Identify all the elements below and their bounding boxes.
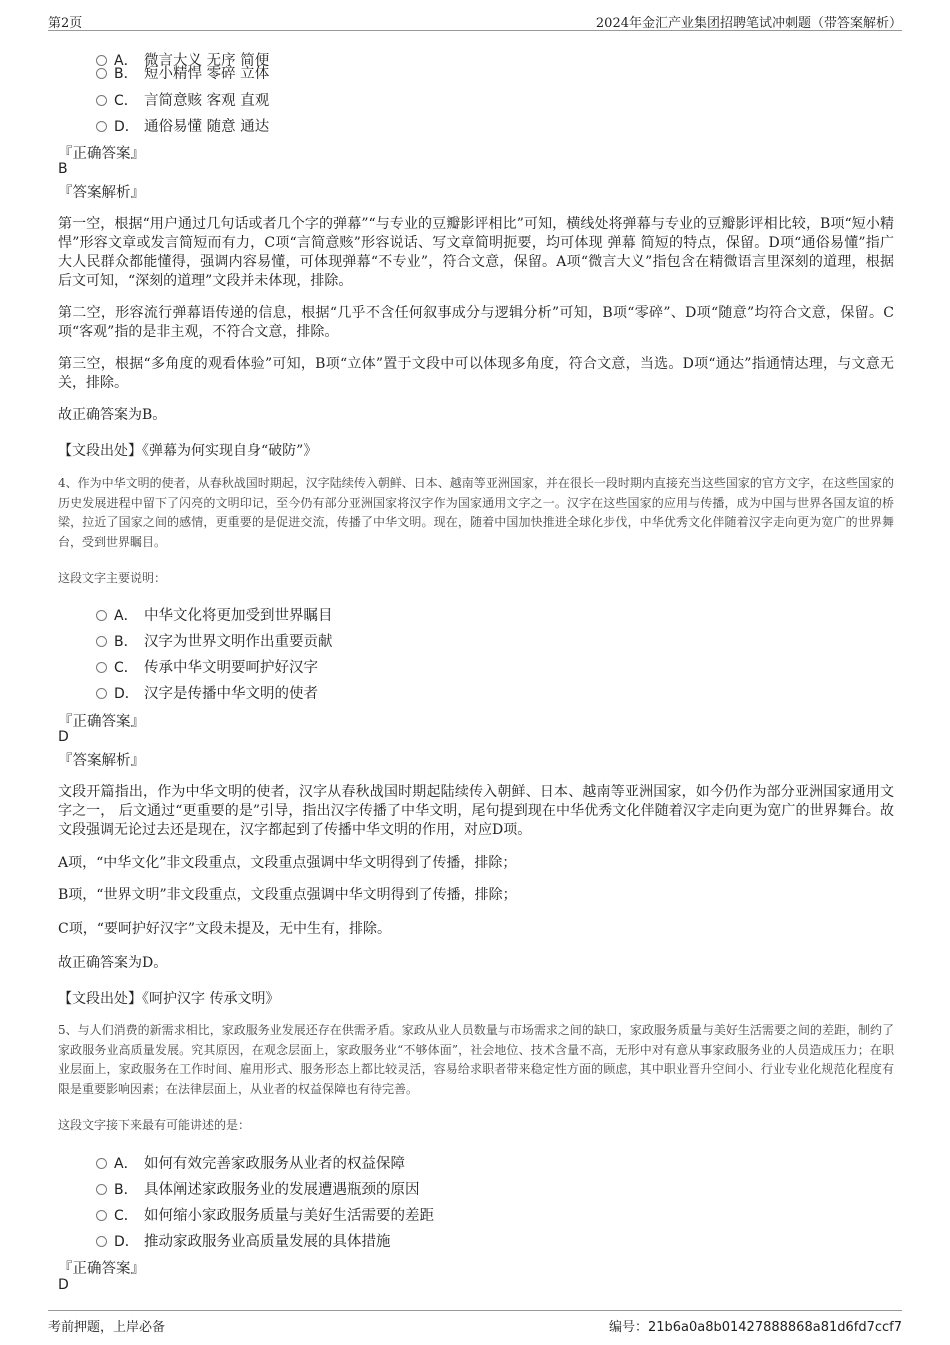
option-text: 传承中华文明要呵护好汉字 [144, 660, 318, 676]
option-d[interactable]: D． 推动家政服务业高质量发展的具体措施 [96, 1230, 391, 1250]
radio-icon[interactable] [96, 636, 107, 647]
radio-icon[interactable] [96, 121, 107, 132]
option-a[interactable]: A． 中华文化将更加受到世界瞩目 [96, 604, 333, 624]
source-citation: 【文段出处】《呵护汉字 传承文明》 [58, 991, 280, 1007]
option-b[interactable]: B． 汉字为世界文明作出重要贡献 [96, 630, 333, 650]
question-text: 5、与人们消费的新需求相比，家政服务业发展还存在供需矛盾。家政从业人员数量与市场需求之间的缺口，家政服务质量与美好生活需要之间的差距，制约了家政服务业高质量发展。究其原因，在观念层面上，家政服务业“不够体面”，社会地位、技术含量不高，无形中对有意从事家政服务业的人员造成压力；在职业层面上，家政服务在工作时间、雇用形式、服务形态上都比较灵活，容易给求职者带来稳定性方面的顾虑，其中职业晋升空间小、行业专业化规范化程度有限是重要影响因素；在法律层面上，从业者的权益保障也有待完善。 [58, 1023, 894, 1096]
option-c[interactable]: C． 言简意赅 客观 直观 [96, 89, 269, 109]
answer-value: D [58, 729, 69, 745]
analysis-paragraph: C项，“要呵护好汉字”文段未提及，无中生有，排除。 [58, 921, 392, 937]
conclusion: 故正确答案为B。 [58, 407, 167, 423]
radio-icon[interactable] [96, 610, 107, 621]
option-text: 汉字为世界文明作出重要贡献 [144, 634, 333, 650]
option-text: 中华文化将更加受到世界瞩目 [144, 608, 333, 624]
document-id-value: 21b6a0a8b01427888868a81d6fd7ccf7 [647, 1320, 902, 1335]
page-header [48, 10, 902, 31]
footer-slogan: 考前押题，上岸必备 [48, 1320, 166, 1335]
analysis-paragraph: A项，“中华文化”非文段重点，文段重点强调中华文明得到了传播，排除； [58, 855, 517, 871]
option-text: 微言大义 无序 简便 [144, 53, 270, 69]
option-b[interactable]: B． 短小精悍 零碎 立体 [96, 62, 269, 82]
option-text: 通俗易懂 随意 通达 [144, 119, 270, 135]
analysis-label: 『答案解析』 [58, 753, 145, 769]
document-title: 2024年金汇产业集团招聘笔试冲刺题（带答案解析） [595, 16, 902, 31]
analysis-paragraph: B项，“世界文明”非文段重点，文段重点强调中华文明得到了传播，排除； [58, 887, 517, 903]
option-text: 短小精悍 零碎 立体 [144, 66, 270, 82]
conclusion: 故正确答案为D。 [58, 955, 168, 971]
option-text: 具体阐述家政服务业的发展遭遇瓶颈的原因 [144, 1182, 420, 1198]
option-d[interactable]: D． 通俗易懂 随意 通达 [96, 115, 269, 135]
source-citation: 【文段出处】《弹幕为何实现自身“破防”》 [58, 443, 318, 459]
option-text: 如何有效完善家政服务从业者的权益保障 [144, 1156, 405, 1172]
option-text: 如何缩小家政服务质量与美好生活需要的差距 [144, 1208, 434, 1224]
radio-icon[interactable] [96, 688, 107, 699]
radio-icon[interactable] [96, 1236, 107, 1247]
document-id [609, 1316, 902, 1335]
radio-icon[interactable] [96, 95, 107, 106]
option-d[interactable]: D． 汉字是传播中华文明的使者 [96, 682, 318, 702]
option-c[interactable]: C． 如何缩小家政服务质量与美好生活需要的差距 [96, 1204, 434, 1224]
analysis-paragraph: 第一空，根据“用户通过几句话或者几个字的弹幕”“与专业的豆瓣影评相比”可知，横线处将弹幕与专业的豆瓣影评相比较，B项“短小精悍”形容文章或发言简短而有力，C项“言简意赅”形容说话、写文章简明扼要，均可体现 弹幕 简短的特点，保留。D项“通俗易懂”指广大人民群众都能懂得，强调内容易懂，可体现弹幕“不专业”，符合文意，保留。A项“微言大义”指包含在精微语言里深刻的道理，根据后文可知，“深刻的道理”文段并未体现，排除。 [58, 216, 894, 289]
option-a[interactable]: A． 微言大义 无序 简便 [96, 49, 269, 69]
radio-icon[interactable] [96, 1158, 107, 1169]
page-footer [48, 1310, 902, 1335]
analysis-paragraph: 第二空，形容流行弹幕语传递的信息，根据“几乎不含任何叙事成分与逻辑分析”可知，B项“零碎”、D项“随意”均符合文意，保留。C项“客观”指的是非主观，不符合文意，排除。 [58, 305, 894, 340]
answer-value: D [58, 1277, 69, 1293]
analysis-label: 『答案解析』 [58, 185, 145, 201]
question-text: 4、作为中华文明的使者，从春秋战国时期起，汉字陆续传入朝鲜、日本、越南等亚洲国家，并在很长一段时期内直接充当这些国家的官方文字，在这些国家的历史发展进程中留下了闪亮的文明印记，至今仍有部分亚洲国家将汉字作为国家通用文字之一。汉字在这些国家的应用与传播，成为中国与世界各国友谊的桥梁，拉近了国家之间的感情，更重要的是促进交流，传播了中华文明。现在，随着中国加快推进全球化步伐，中华优秀文化伴随着汉字走向更为宽广的世界舞台，受到世界瞩目。 [58, 476, 894, 549]
question-stem: 这段文字主要说明： [58, 571, 167, 585]
answer-value: B [58, 161, 68, 177]
option-text: 汉字是传播中华文明的使者 [144, 686, 318, 702]
analysis-paragraph: 第三空，根据“多角度的观看体验”可知，B项“立体”置于文段中可以体现多角度，符合文意，当选。D项“通达”指通情达理，与文意无关，排除。 [58, 356, 894, 391]
option-c[interactable]: C． 传承中华文明要呵护好汉字 [96, 656, 318, 676]
radio-icon[interactable] [96, 662, 107, 673]
option-text: 推动家政服务业高质量发展的具体措施 [144, 1234, 391, 1250]
document-id-label: 编号： [608, 1320, 648, 1335]
radio-icon[interactable] [96, 1210, 107, 1221]
option-b[interactable]: B． 具体阐述家政服务业的发展遭遇瓶颈的原因 [96, 1178, 420, 1198]
option-text: 言简意赅 客观 直观 [144, 93, 270, 109]
option-a[interactable]: A． 如何有效完善家政服务从业者的权益保障 [96, 1152, 405, 1172]
radio-icon[interactable] [96, 68, 107, 79]
answer-label: 『正确答案』 [58, 1261, 145, 1277]
answer-label: 『正确答案』 [58, 714, 145, 730]
analysis-paragraph: 文段开篇指出，作为中华文明的使者，汉字从春秋战国时期起陆续传入朝鲜、日本、越南等亚洲国家，如今仍作为部分亚洲国家通用文字之一， 后文通过“更重要的是”引导，指出汉字传播了中华文明，尾句提到现在中华优秀文化伴随着汉字走向更为宽广的世界舞台。故文段强调无论过去还是现在，汉字都起到了传播中华文明的作用，对应D项。 [58, 784, 894, 838]
question-stem: 这段文字接下来最有可能讲述的是： [58, 1118, 251, 1132]
page-number: 第2页 [48, 16, 83, 31]
radio-icon[interactable] [96, 1184, 107, 1195]
answer-label: 『正确答案』 [58, 146, 145, 162]
